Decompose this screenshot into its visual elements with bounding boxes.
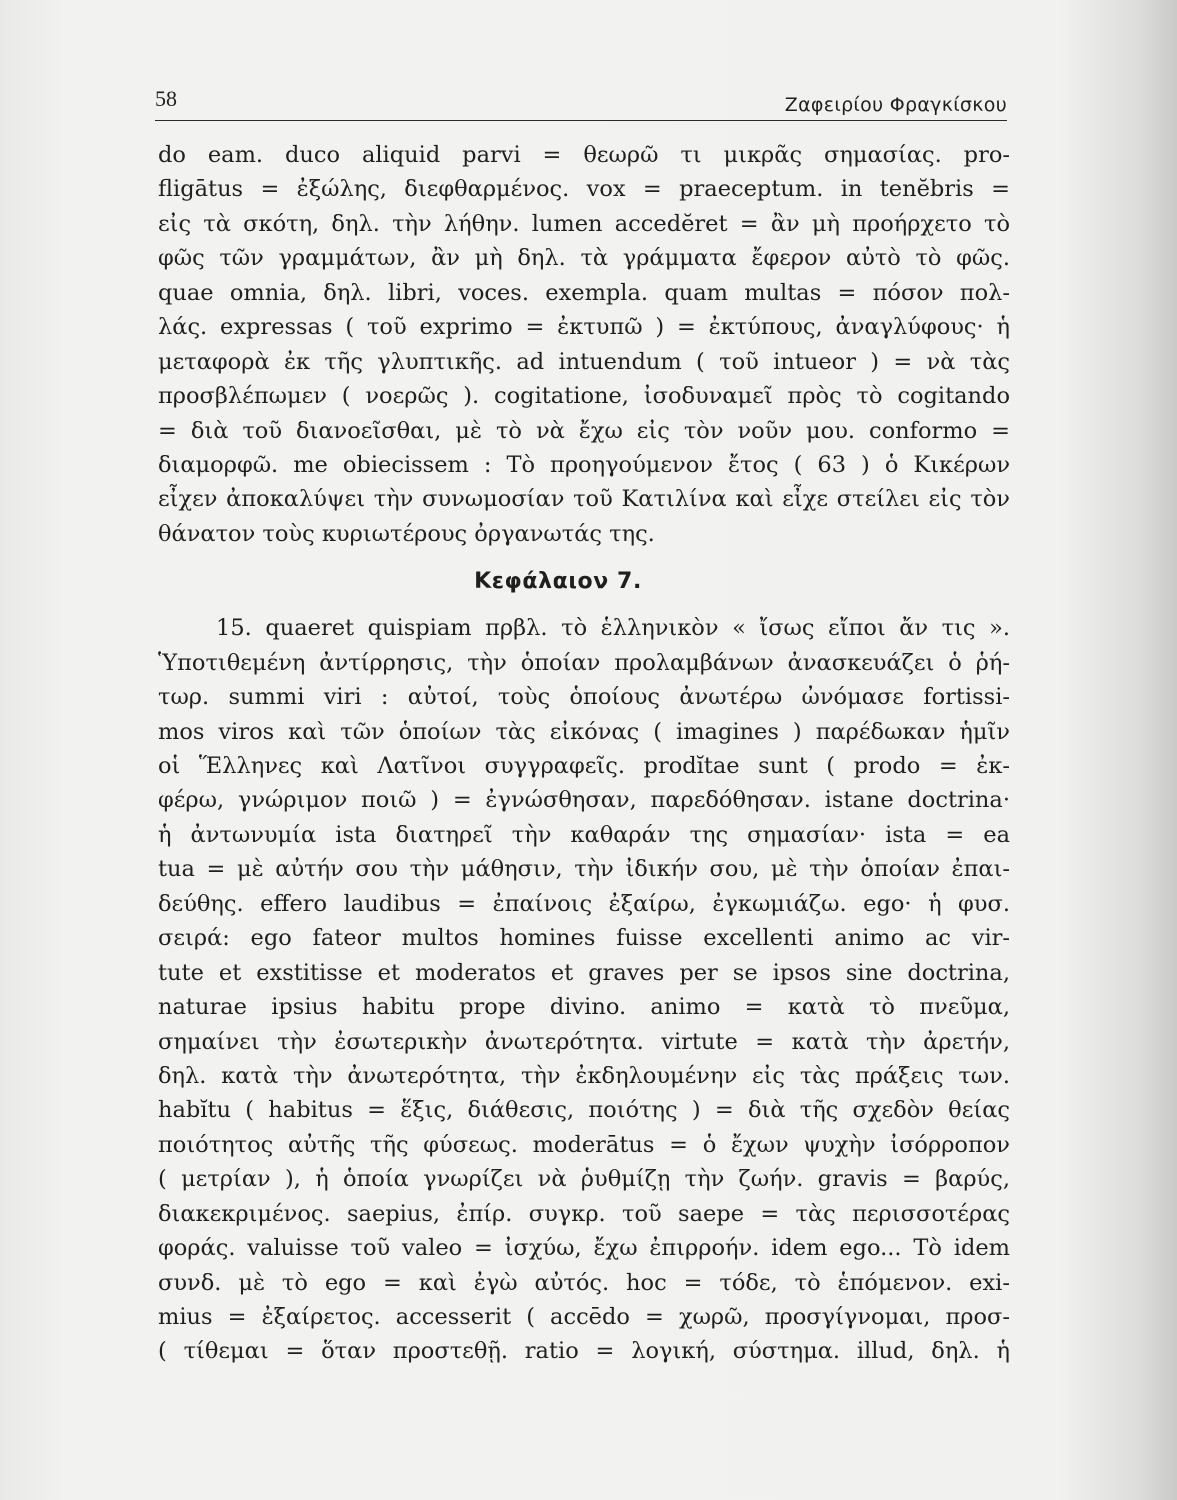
text-line: φέρω, γνώριμον ποιῶ ) = ἐγνώσθησαν, παρεδόθησαν. istane doctrina· [158,787,1010,814]
page-header [155,86,1007,121]
text-line: λάς. expressas ( τοῦ exprimo = ἐκτυπῶ ) = ἐκτύπους, ἀναγλύφους· ἡ [158,314,1010,341]
text-line: εἰς τὰ σκότη, δηλ. τὴν λήθην. lumen accedĕret = ἂν μὴ προήρχετο τὸ [158,210,1010,237]
text-line: habĭtu ( habitus = ἕξις, διάθεσις, ποιότης ) = διὰ τῆς σχεδὸν θείας [158,1097,1010,1124]
text-line: τωρ. summi viri : αὐτοί, τοὺς ὁποίους ἀνωτέρω ὠνόμασε fortissi- [158,684,1010,711]
text-line: θάνατον τοὺς κυριωτέρους ὀργανωτάς της. [158,520,655,547]
text-line: ( τίθεμαι = ὅταν προστεθῇ. ratio = λογική, σύστημα. illud, δηλ. ἡ [158,1338,1010,1365]
text-line: διακεκριμένος. saepius, ἐπίρ. συγκρ. τοῦ saepe = τὰς περισσοτέρας [158,1200,1010,1227]
text-line: tua = μὲ αὐτήν σου τὴν μάθησιν, τὴν ἰδικήν σου, μὲ τὴν ὁποίαν ἐπαι- [158,856,1010,883]
paragraph-2 [158,611,1010,1369]
text-line: mos viros καὶ τῶν ὁποίων τὰς εἰκόνας ( imagines ) παρέδωκαν ἡμῖν [158,718,1010,745]
body-text [158,138,1010,1369]
text-line: προσβλέπωμεν ( νοερῶς ). cogitatione, ἰσοδυναμεῖ πρὸς τὸ cogitando [158,383,1010,410]
text-line: tute et exstitisse et moderatos et graves per se ipsos sine doctrina, [158,959,1010,986]
text-line: οἱ Ἕλληνες καὶ Λατῖνοι συγγραφεῖς. prodĭtae sunt ( prodo = ἐκ- [158,753,1010,779]
text-line: fligātus = ἐξώλης, διεφθαρμένος. vox = praeceptum. in tenĕbris = [158,176,1010,203]
text-line: σημαίνει τὴν ἐσωτερικὴν ἀνωτερότητα. virtute = κατὰ τὴν ἀρετήν, [158,1028,1010,1055]
text-line: φοράς. valuisse τοῦ valeo = ἰσχύω, ἔχω ἐπιρροήν. idem ego... Τὸ idem [158,1235,1010,1262]
text-line: μεταφορὰ ἐκ τῆς γλυπτικῆς. ad intuendum ( τοῦ intueor ) = νὰ τὰς [158,348,1010,375]
page-number: 58 [155,86,177,111]
text-line: ( μετρίαν ), ἡ ὁποία γνωρίζει νὰ ῥυθμίζῃ τὴν ζωήν. gravis = βαρύς, [158,1166,1010,1193]
text-line: ποιότητος αὐτῆς τῆς φύσεως. moderātus = ὁ ἔχων ψυχὴν ἰσόρροπον [158,1131,1010,1158]
text-line: διαμορφῶ. me obiecissem : Τὸ προηγούμενον ἔτος ( 63 ) ὁ Κικέρων [158,451,1010,478]
text-line: δεύθης. effero laudibus = ἐπαίνοις ἐξαίρω, ἐγκωμιάζω. ego· ἡ φυσ. [158,890,1010,917]
chapter-heading: Κεφάλαιον 7. [474,569,642,595]
text-line: 15. quaeret quispiam πρβλ. τὸ ἑλληνικὸν « ἴσως εἴποι ἄν τις ». [216,615,1010,642]
text-line: εἶχεν ἀποκαλύψει τὴν συνωμοσίαν τοῦ Κατιλίνα καὶ εἶχε στείλει εἰς τὸν [158,486,1010,513]
running-title: Ζαφειρίου Φραγκίσκου [784,94,1007,116]
text-line: σειρά: ego fateor multos homines fuisse excellenti animo ac vir- [158,925,1010,952]
text-line: do eam. duco aliquid parvi = θεωρῶ τι μικρᾶς σημασίας. pro- [158,142,1010,168]
text-line: = διὰ τοῦ διανοεῖσθαι, μὲ τὸ νὰ ἔχω εἰς τὸν νοῦν μου. conformo = [158,417,1010,444]
text-line: δηλ. κατὰ τὴν ἀνωτερότητα, τὴν ἐκδηλουμένην εἰς τὰς πράξεις των. [158,1062,1010,1089]
text-line: συνδ. μὲ τὸ ego = καὶ ἐγὼ αὐτός. hoc = τόδε, τὸ ἑπόμενον. exi- [158,1269,1010,1296]
text-line: φῶς τῶν γραμμάτων, ἂν μὴ δηλ. τὰ γράμματα ἔφερον αὐτὸ τὸ φῶς. [158,245,1010,272]
paragraph-1 [158,138,1010,551]
text-line: quae omnia, δηλ. libri, voces. exempla. quam multas = πόσον πολ- [158,279,1010,306]
text-line: Ὑποτιθεμένη ἀντίρρησις, τὴν ὁποίαν προλαμβάνων ἀνασκευάζει ὁ ῥή- [158,649,1010,676]
text-line: ἡ ἀντωνυμία ista διατηρεῖ τὴν καθαράν της σημασίαν· ista = ea [158,821,1010,848]
text-line: naturae ipsius habitu prope divino. animo = κατὰ τὸ πνεῦμα, [158,994,1010,1021]
text-line: mius = ἐξαίρετος. accesserit ( accēdo = χωρῶ, προσγίγνομαι, προσ- [158,1304,1010,1330]
